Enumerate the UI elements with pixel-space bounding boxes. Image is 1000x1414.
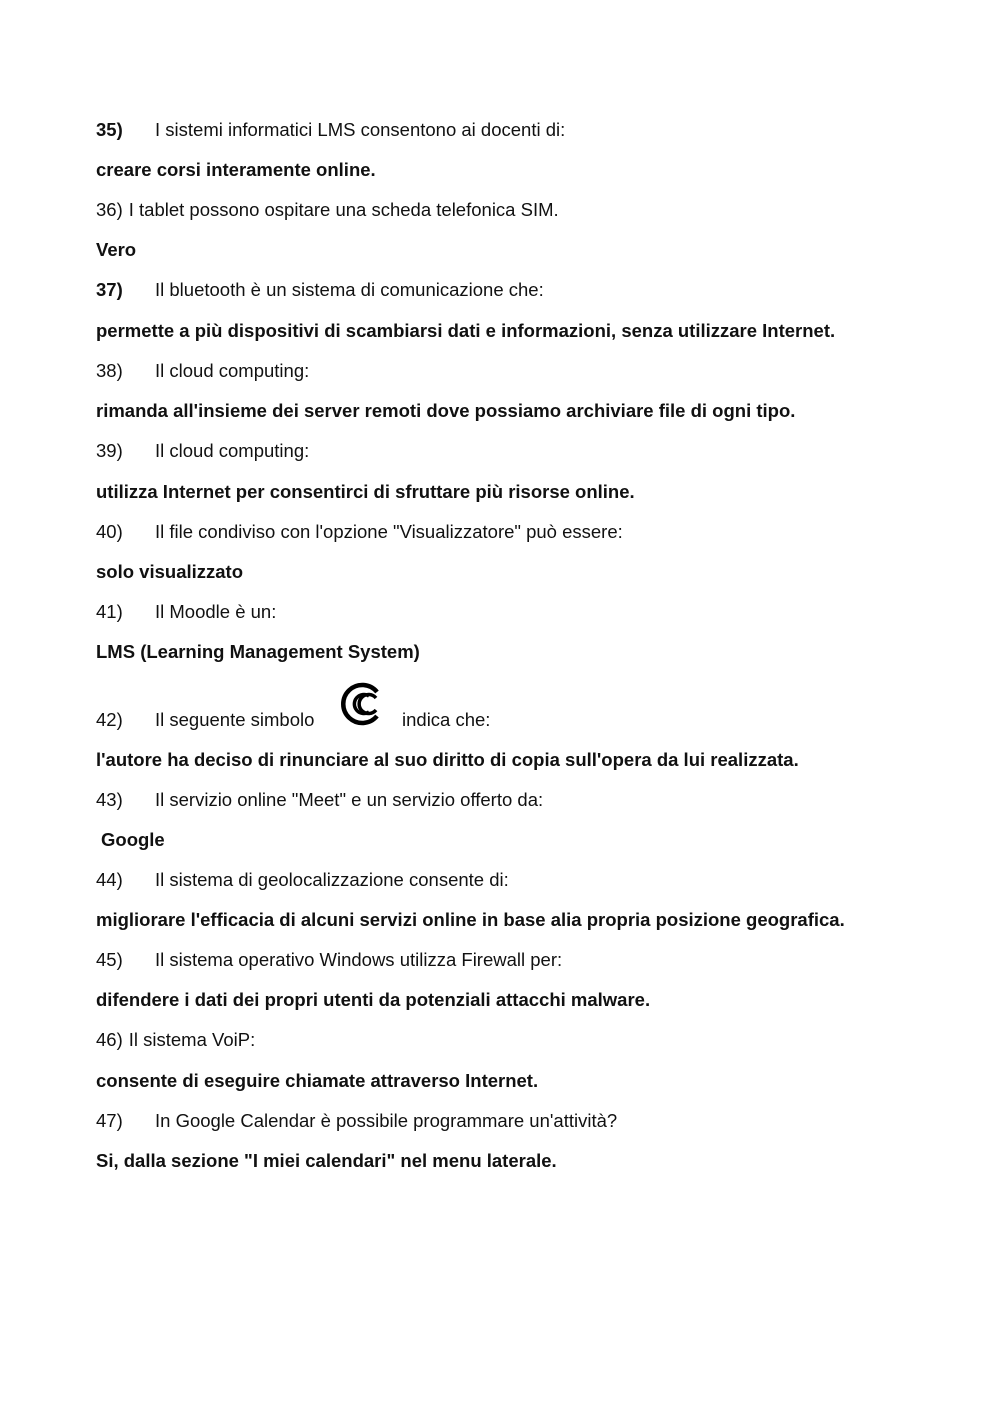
question-text: Il sistema operativo Windows utilizza Firewall per: xyxy=(155,949,563,970)
question-42 xyxy=(96,708,314,732)
answer-43: Google xyxy=(101,829,165,850)
question-number: 46) xyxy=(96,1029,123,1050)
question-41 xyxy=(96,600,276,624)
question-38 xyxy=(96,359,309,383)
question-text: Il servizio online "Meet" e un servizio offerto da: xyxy=(155,789,544,810)
answer-35: creare corsi interamente online. xyxy=(96,159,376,180)
copyright-cc-icon xyxy=(336,679,384,729)
question-text: Il Moodle è un: xyxy=(155,601,277,622)
question-text: Il sistema VoiP: xyxy=(128,1029,256,1050)
question-text: Il cloud computing: xyxy=(155,440,310,461)
question-number: 39) xyxy=(96,440,123,461)
question-text: Il cloud computing: xyxy=(155,360,310,381)
question-number: 44) xyxy=(96,869,123,890)
question-text-after-icon: indica che: xyxy=(402,709,491,730)
question-text: Il sistema di geolocalizzazione consente di: xyxy=(155,869,509,890)
question-text: I sistemi informatici LMS consentono ai docenti di: xyxy=(155,119,566,140)
answer-36: Vero xyxy=(96,239,137,260)
question-39 xyxy=(96,439,309,463)
question-47 xyxy=(96,1109,617,1133)
question-number: 43) xyxy=(96,789,123,810)
answer-40: solo visualizzato xyxy=(96,561,244,582)
question-35 xyxy=(96,118,565,142)
question-37 xyxy=(96,278,544,302)
question-number: 47) xyxy=(96,1110,123,1131)
question-43 xyxy=(96,788,543,812)
question-number: 45) xyxy=(96,949,123,970)
question-number: 35) xyxy=(96,119,123,140)
question-number: 37) xyxy=(96,279,123,300)
answer-38: rimanda all'insieme dei server remoti dove possiamo archiviare file di ogni tipo. xyxy=(96,400,796,421)
question-36 xyxy=(96,198,559,222)
answer-45: difendere i dati dei propri utenti da potenziali attacchi malware. xyxy=(96,989,651,1010)
answer-46: consente di eseguire chiamate attraverso Internet. xyxy=(96,1070,539,1091)
question-46 xyxy=(96,1028,255,1052)
question-number: 40) xyxy=(96,521,123,542)
question-text: In Google Calendar è possibile programmare un'attività? xyxy=(155,1110,618,1131)
answer-37: permette a più dispositivi di scambiarsi dati e informazioni, senza utilizzare Internet. xyxy=(96,320,836,341)
answer-44: migliorare l'efficacia di alcuni servizi online in base alia propria posizione geografica. xyxy=(96,909,845,930)
question-text: Il seguente simbolo xyxy=(155,709,315,730)
answer-47: Si, dalla sezione "I miei calendari" nel menu laterale. xyxy=(96,1150,557,1171)
question-text: Il bluetooth è un sistema di comunicazione che: xyxy=(155,279,544,300)
question-44 xyxy=(96,868,509,892)
question-text: I tablet possono ospitare una scheda telefonica SIM. xyxy=(128,199,559,220)
answer-42: l'autore ha deciso di rinunciare al suo diritto di copia sull'opera da lui realizzata. xyxy=(96,749,799,770)
question-number: 38) xyxy=(96,360,123,381)
question-40 xyxy=(96,520,623,544)
question-number: 36) xyxy=(96,199,123,220)
question-text: Il file condiviso con l'opzione "Visualizzatore" può essere: xyxy=(155,521,623,542)
question-45 xyxy=(96,948,562,972)
question-number: 42) xyxy=(96,709,123,730)
answer-41: LMS (Learning Management System) xyxy=(96,641,420,662)
question-number: 41) xyxy=(96,601,123,622)
answer-39: utilizza Internet per consentirci di sfruttare più risorse online. xyxy=(96,481,635,502)
